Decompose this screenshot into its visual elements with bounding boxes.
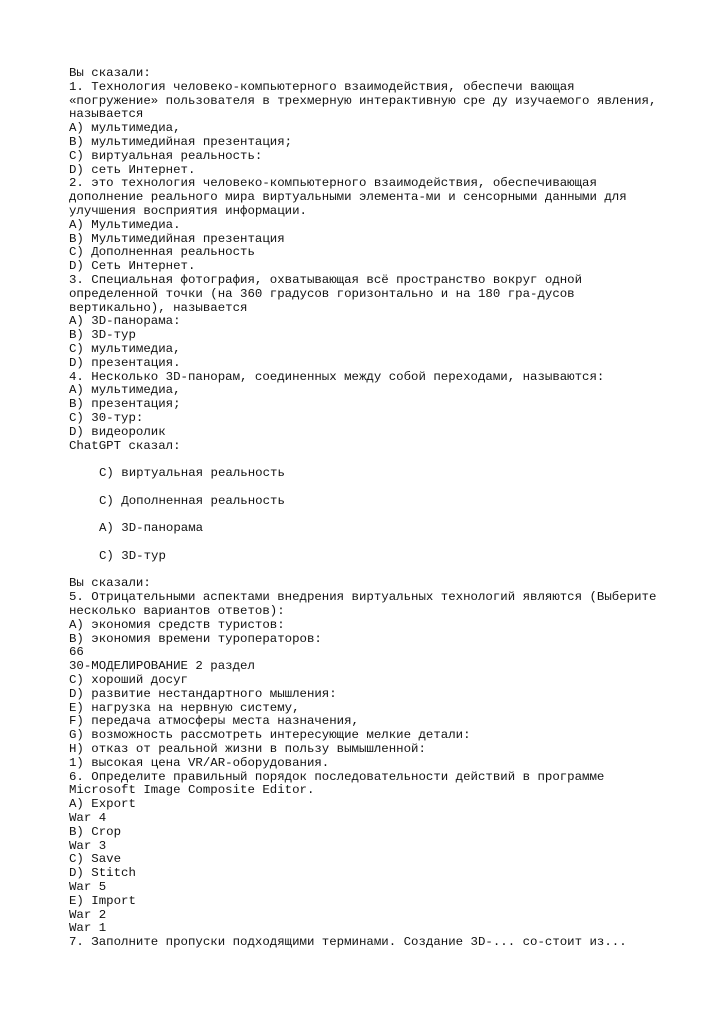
question-3-option-c: C) мультимедиа, (69, 341, 181, 356)
question-6-option-e: E) Import (69, 893, 136, 908)
question-5-option-i: 1) высокая цена VR/AR-оборудования. (69, 755, 330, 770)
question-1-line-2: «погружение» пользователя в трехмерную интерактивную сре ду изучаемого явления, (69, 93, 657, 108)
question-5-option-g: G) возможность рассмотреть интересующие мелкие детали: (69, 728, 471, 743)
question-3-line-2: определенной точки (на 360 градусов горизонтально и на 180 гра-дусов (69, 286, 575, 301)
question-5-line-1: 5. Отрицательными аспектами внедрения виртуальных технологий являются (Выберите (69, 590, 657, 605)
answer-item: C) Дополненная реальность (99, 493, 285, 508)
question-4-line-1: 4. Несколько 3D-панорам, соединенных между собой переходами, называются: (69, 369, 605, 384)
question-1-line-1: 1. Технология человеко-компьютерного взаимодействия, обеспечи вающая (69, 79, 575, 94)
question-4-option-a: A) мультимедиа, (69, 383, 181, 398)
question-2-option-c: C) Дополненная реальность (69, 245, 255, 260)
assistant-answers (69, 453, 669, 577)
question-6-step: War 3 (69, 838, 107, 853)
question-3-line-1: 3. Специальная фотография, охватывающая всё пространство вокруг одной (69, 272, 583, 287)
question-5-option-b: B) экономия времени туроператоров: (69, 631, 322, 646)
question-2-option-d: D) Сеть Интернет. (69, 259, 196, 274)
answer-item: A) 3D-панорама (99, 521, 204, 536)
question-5-option-f: F) передача атмосферы места назначения, (69, 714, 359, 729)
question-6-line-2: Microsoft Image Composite Editor. (69, 783, 315, 798)
question-3-option-d: D) презентация. (69, 355, 181, 370)
question-6-step: War 2 (69, 907, 107, 922)
question-5-option-h: H) отказ от реальной жизни в пользу вымышленной: (69, 742, 426, 757)
question-1-option-d: D) сеть Интернет. (69, 162, 196, 177)
question-3-option-a: A) 3D-панорама: (69, 314, 181, 329)
question-5-option-e: E) нагрузка на нервную систему, (69, 700, 300, 715)
question-1-option-b: B) мультимедийная презентация; (69, 134, 293, 149)
question-1-option-c: C) виртуальная реальность: (69, 148, 263, 163)
question-6-step: War 5 (69, 880, 107, 895)
question-1-option-a: A) мультимедиа, (69, 121, 181, 136)
question-6-option-b: B) Crop (69, 824, 122, 839)
question-4-option-b: B) презентация; (69, 397, 181, 412)
question-4-option-d: D) видеоролик (69, 424, 166, 439)
question-3-line-3: вертикально), называется (69, 300, 248, 315)
question-2-option-a: A) Мультимедиа. (69, 217, 181, 232)
question-6-option-d: D) Stitch (69, 866, 136, 881)
question-6-step: War 4 (69, 811, 107, 826)
question-5-line-2: несколько вариантов ответов): (69, 604, 285, 619)
question-3-option-b: B) 3D-тур (69, 328, 136, 343)
speaker-label-assistant: ChatGPT сказал: (69, 438, 181, 453)
question-5-option-a: A) экономия средств туристов: (69, 617, 285, 632)
question-2-line-2: дополнение реального мира виртуальными элемента-ми и сенсорными данными для (69, 190, 627, 205)
question-6-option-a: A) Export (69, 797, 136, 812)
question-5-option-c: C) хороший досуг (69, 673, 188, 688)
question-2-line-1: 2. это технология человеко-компьютерного взаимодействия, обеспечивающая (69, 176, 597, 191)
question-1-line-3: называется (69, 107, 144, 122)
document-page (69, 67, 669, 950)
question-6-step: War 1 (69, 921, 107, 936)
answer-item: C) виртуальная реальность (99, 466, 285, 481)
question-4-option-c: C) 30-тур: (69, 410, 144, 425)
question-2-option-b: B) Мультимедийная презентация (69, 231, 285, 246)
user-message-2 (69, 577, 669, 950)
question-2-line-3: улучшения восприятия информации. (69, 203, 307, 218)
speaker-label-user: Вы сказали: (69, 66, 151, 80)
question-5-option-d: D) развитие нестандартного мышления: (69, 686, 337, 701)
question-7-line-1: 7. Заполните пропуски подходящими терминами. Создание 3D-... со-стоит из... (69, 935, 627, 950)
question-6-line-1: 6. Определите правильный порядок последовательности действий в программе (69, 769, 605, 784)
answer-item: C) 3D-тур (99, 548, 166, 563)
running-header: 30-МОДЕЛИРОВАНИЕ 2 раздел (69, 659, 255, 674)
question-6-option-c: C) Save (69, 852, 122, 867)
speaker-label-user: Вы сказали: (69, 576, 151, 591)
page-number: 66 (69, 645, 84, 660)
user-message-1 (69, 67, 669, 453)
